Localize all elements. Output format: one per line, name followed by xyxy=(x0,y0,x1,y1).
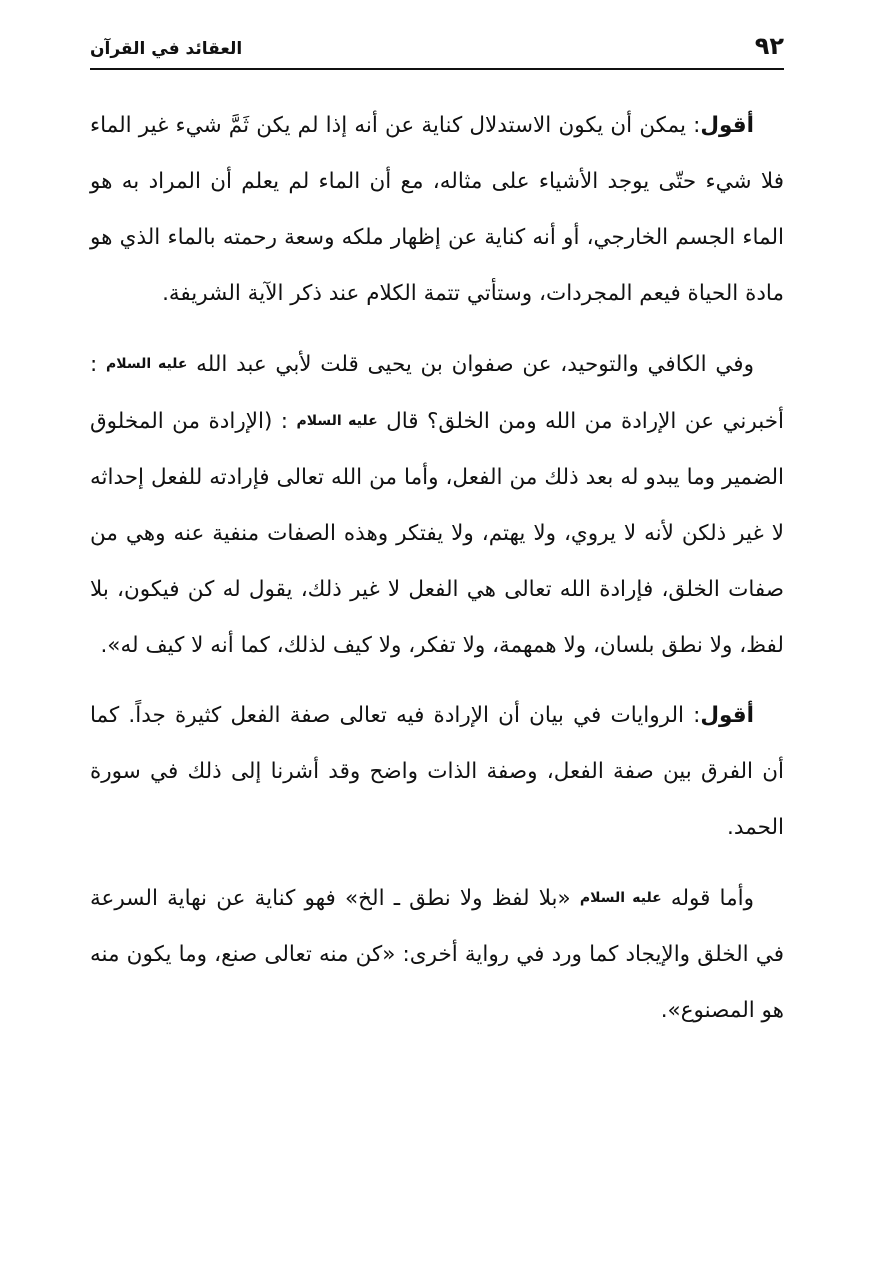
paragraph-text: : يمكن أن يكون الاستدلال كناية عن أنه إذا لم يكن ثَمَّ شيء غير الماء فلا شيء حتّى يوجد الأشياء على مثاله، مع أن الماء لم يعلم أن المراد به هو الماء الجسم الخارجي، أو أنه كناية عن إظهار ملكه وسعة رحمته بالماء الذي هو مادة الحياة فيعم المجردات، وستأتي تتمة الكلام عند ذكر الآية الشريفة. xyxy=(90,113,784,306)
page-number: ٩٢ xyxy=(754,32,784,60)
honorific-mark: عليه السلام xyxy=(296,413,378,429)
paragraph-text-part-3: : (الإرادة من المخلوق الضمير وما يبدو له بعد ذلك من الفعل، وأما من الله تعالى فإرادته للفعل إحداثه لا غير ذلكن لأنه لا يروي، ولا يهتم، ولا يفتكر وهذه الصفات منفية عنه وهي من صفات الخلق، فإرادة الله تعالى هي الفعل لا غير ذلك، يقول له كن فيكون، بلا لفظ، ولا نطق بلسان، ولا همهمة، ولا تفكر، ولا كيف لذلك، كما أنه لا كيف له». xyxy=(90,409,784,658)
paragraph-1 xyxy=(90,98,784,322)
honorific-mark: عليه السلام xyxy=(579,890,662,906)
paragraph-text: : الروايات في بيان أن الإرادة فيه تعالى صفة الفعل كثيرة جداً. كما أن الفرق بين صفة الفعل، وصفة الذات واضح وقد أشرنا إلى ذلك في سورة الحمد. xyxy=(90,703,784,840)
paragraph-4 xyxy=(90,870,784,1039)
paragraph-3 xyxy=(90,688,784,856)
book-title: العقائد في القرآن xyxy=(90,39,243,59)
paragraph-text-part-2: : أخبرني عن الإرادة من الله ومن الخلق؟ قال xyxy=(90,352,784,434)
paragraph-text-part-1: وأما قوله xyxy=(670,886,754,911)
body-text xyxy=(90,98,784,1053)
page-header xyxy=(90,28,784,70)
paragraph-text-part-2: «بلا لفظ ولا نطق ـ الخ» فهو كناية عن نهاية السرعة في الخلق والإيجاد كما ورد في رواية أخرى: «كن منه تعالى صنع، وما يكون منه هو المصنوع». xyxy=(90,886,784,1023)
paragraph-2 xyxy=(90,336,784,674)
honorific-mark: عليه السلام xyxy=(105,356,188,372)
paragraph-lead: أقول xyxy=(700,113,754,138)
paragraph-text-part-1: وفي الكافي والتوحيد، عن صفوان بن يحيى قلت لأبي عبد الله xyxy=(196,352,754,377)
paragraph-lead: أقول xyxy=(700,703,754,728)
